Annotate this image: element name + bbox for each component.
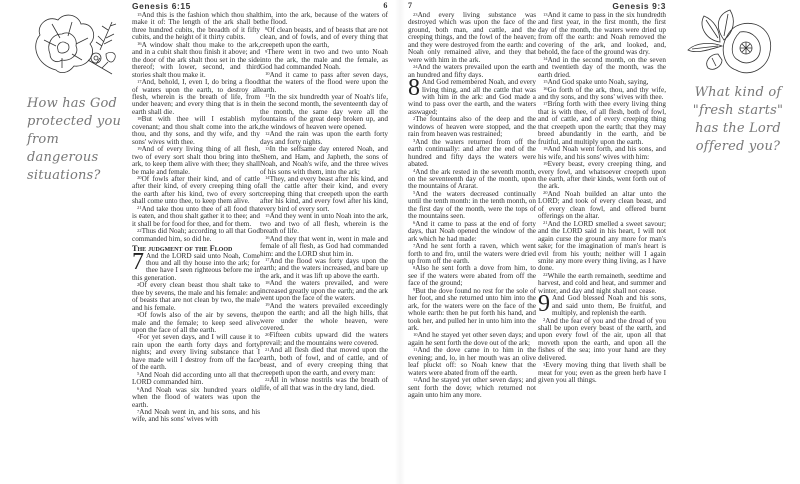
verse: $^{13}$And it came to pass in the six hundredth and first year, in the first month, the first day of the month, the waters were dried up from off the earth: and Noah removed the covering of the ark, and looked, and, behold, the face of the ground was dry. (538, 11, 666, 57)
verse-number: 12 (265, 130, 270, 136)
verse: $^4$For yet seven days, and I will cause it to rain upon the earth forty days and forty nights; and every living substance that I have made will I destroy from off the face of the earth. (132, 333, 260, 372)
verse-number: 20 (265, 331, 270, 337)
left-margin-journal (0, 0, 130, 484)
verse: $^{17}$Bring forth with thee every living thing that is with thee, of all flesh, both of fowl, and of cattle, and of every creeping thing that creepeth upon the earth; that they may breed abundantly in the earth, and be fruitful, and multiply upon the earth. (538, 100, 666, 146)
verse: $^8$Of clean beasts, and of beasts that are not clean, and of fowls, and of every thing that creepeth upon the earth, (260, 25, 388, 49)
verse: $^{14}$They, and every beast after his kind, and all the cattle after their kind, and every creeping thing that creepeth upon the earth after his kind, and every fowl after his kind, every bird of every sort. (260, 174, 388, 213)
verse: $^{12}$And the rain was upon the earth forty days and forty nights. (260, 130, 388, 146)
verse-number: 8 (265, 26, 268, 32)
verse: $^{20}$Fifteen cubits upward did the waters prevail; and the mountains were covered. (260, 331, 388, 347)
verse: $^6$And it came to pass at the end of forty days, that Noah opened the window of the ark which he had made: (408, 219, 536, 243)
verse: $^{18}$And the waters prevailed, and were increased greatly upon the earth; and the ark went upon the face of the waters. (260, 279, 388, 303)
verse-number: 16 (137, 41, 142, 47)
text-column-3 (408, 0, 536, 400)
verse: $^{21}$And take thou unto thee of all food that is eaten, and thou shalt gather it to thee; and it shall be for food for thee, and for them. (132, 204, 260, 228)
verse: $^{20}$Of fowls after their kind, and of cattle after their kind, of every creeping thing of the earth after his kind, two of every sort shall come unto thee, to keep them alive. (132, 174, 260, 206)
verse-number: 22 (543, 272, 548, 278)
verse-number: 17 (265, 257, 270, 263)
verse: $^{15}$And they went in unto Noah into the ark, two and two of all flesh, wherein is the breath of life. (260, 212, 388, 236)
verse: $^5$And the waters decreased continually until the tenth month: in the tenth month, on the first day of the month, were the tops of the mountains seen. (408, 189, 536, 221)
verse: $^{16}$Go forth of the ark, thou, and thy wife, and thy sons, and thy sons' wives with thee. (538, 85, 666, 101)
chapter-opening-verse: 9 And God blessed Noah and his sons, and said unto them, Be fruitful, and multiply, and replenish the earth. (538, 291, 666, 318)
rose-line-art-icon (684, 6, 776, 78)
verse-number: 11 (413, 346, 418, 352)
verse-number: 8 (413, 264, 416, 270)
verse: $^2$And the fear of you and the dread of you shall be upon every beast of the earth, and upon every fowl of the air, upon all that moveth upon the earth, and upon all the fishes of the sea; into your hand are they delivered. (538, 316, 666, 362)
verse: $^{24}$And the waters prevailed upon the earth an hundred and fifty days. (408, 63, 536, 79)
right-margin-journal (670, 0, 800, 484)
verse-number: 3 (137, 311, 140, 317)
verse-number: 15 (137, 11, 142, 17)
verse-number: 19 (265, 302, 270, 308)
verse-number: 6 (137, 386, 140, 392)
verse-number: 2 (543, 317, 546, 323)
text-column-2 (260, 0, 388, 392)
verse: $^{12}$And he stayed yet other seven days; and sent forth the dove; which returned not again unto him any more. (408, 376, 536, 400)
verse-number: 10 (413, 331, 418, 337)
verse-number: 9 (413, 287, 416, 293)
verse-number: 6 (413, 220, 416, 226)
book-gutter (395, 0, 405, 484)
verse-number: 13 (265, 145, 270, 151)
verse: $^{10}$And it came to pass after seven days, that the waters of the flood were upon the earth. (260, 70, 388, 94)
chapter-opening-verse: 8 And God remembered Noah, and every living thing, and all the cattle that was with him in the ark: and God made a wind to pass over the earth, and the waters asswaged; (408, 75, 536, 116)
verse: $^{21}$And the LORD smelled a sweet savour; and the LORD said in his heart, I will not again curse the ground any more for man's sake; for the imagination of man's heart is evil from his youth; neither will I again smite any more every thing living, as I have done. (538, 219, 666, 273)
verse: $^2$Of every clean beast thou shalt take to thee by sevens, the male and his female: and of beasts that are not clean by two, the male and his female. (132, 281, 260, 312)
verse-number: 18 (265, 279, 270, 285)
verse-number: 3 (413, 138, 416, 144)
verse-number: 5 (413, 190, 416, 196)
verse-number: 17 (137, 78, 142, 84)
chapter-opening-verse: 7 And the LORD said unto Noah, Come thou and all thy house into the ark; for thee have I seen righteous before me in this generation. (132, 248, 260, 282)
verse: $^{18}$And Noah went forth, and his sons, and his wife, and his sons' wives with him: (538, 145, 666, 161)
verse-number: 11 (265, 93, 270, 99)
chapter-dropcap: 7 (132, 248, 144, 275)
section-heading: The judgment of the Flood (132, 243, 233, 253)
verse: $^2$The fountains also of the deep and the windows of heaven were stopped, and the rain from heaven was restrained; (408, 115, 536, 139)
verse-number: 24 (413, 63, 418, 69)
verse-number: 18 (543, 145, 548, 151)
verse-number: 5 (137, 371, 140, 377)
running-header: Genesis 9:3 (612, 1, 666, 11)
verse-number: 7 (137, 408, 140, 414)
verse-number: 23 (413, 11, 418, 17)
verse-number: 15 (543, 78, 548, 84)
page-number: 6 (383, 1, 388, 10)
verse: $^5$And Noah did according unto all that the LORD commanded him. (132, 370, 260, 387)
verse: $^3$Of fowls also of the air by sevens, the male and the female; to keep seed alive upon the face of all the earth. (132, 311, 260, 335)
verse-number: 2 (413, 115, 416, 121)
verse: $^{17}$And, behold, I, even I, do bring a flood of waters upon the earth, to destroy all flesh, wherein is the breath of life, from under heaven; and every thing that is in the earth shall die. (132, 78, 260, 116)
continued-verse: him, into the ark, because of the waters of the flood. (260, 11, 388, 27)
verse: $^7$And he sent forth a raven, which went forth to and fro, until the waters were dried up from off the earth. (408, 242, 536, 265)
verse-number: 21 (543, 220, 548, 226)
verse: $^{21}$And all flesh died that moved upon the earth, both of fowl, and of cattle, and of beast, and of every creeping thing that creepeth upon the earth, and every man: (260, 346, 388, 377)
verse: $^3$Every moving thing that liveth shall be meat for you; even as the green herb have I given you all things. (538, 361, 666, 385)
verse-number: 9 (265, 48, 268, 54)
verse: $^{10}$And he stayed yet other seven days; and again he sent forth the dove out of the ark; (408, 331, 536, 347)
verse-number: 7 (413, 242, 416, 248)
verse-number: 4 (137, 333, 140, 339)
verse: $^{16}$And they that went in, went in male and female of all flesh, as God had commanded him: and the LORD shut him in. (260, 234, 388, 258)
verse-number: 12 (413, 376, 418, 382)
verse-number: 2 (137, 281, 140, 287)
verse: $^8$Also he sent forth a dove from him, to see if the waters were abated from off the face of the ground; (408, 264, 536, 288)
verse: $^{11}$And the dove came in to him in the evening; and, lo, in her mouth was an olive leaf pluckt off: so Noah knew that the waters were abated from off the earth. (408, 346, 536, 377)
verse: $^{15}$And God spake unto Noah, saying, (543, 78, 649, 87)
journal-prompt: How has God protected you from dangerous situations? (27, 96, 122, 183)
verse: $^{22}$Thus did Noah; according to all that God commanded him, so did he. (132, 227, 260, 243)
verse: $^{11}$In the six hundredth year of Noah's life, in the second month, the seventeenth day of the month, the same day were all the fountains of the great deep broken up, and the windows of heaven were opened. (260, 92, 388, 131)
verse-number: 20 (137, 175, 142, 181)
chapter-dropcap: 9 (538, 291, 550, 318)
verse-number: 22 (137, 227, 142, 233)
verse-number: 10 (265, 71, 270, 77)
verse-number: 13 (543, 11, 548, 17)
verse-number: 16 (265, 235, 270, 241)
verse-number: 14 (265, 175, 270, 181)
journal-prompt: What kind of "fresh starts" has the Lord offered you? (692, 85, 784, 154)
verse: $^7$And Noah went in, and his sons, and his wife, and his sons' wives with (132, 408, 260, 424)
page-number: 7 (408, 1, 413, 10)
text-column-4 (538, 0, 666, 385)
verse-number: 19 (543, 160, 548, 166)
verse: $^{17}$And the flood was forty days upon the earth; and the waters increased, and bare up the ark, and it was lift up above the earth. (260, 256, 388, 280)
verse: $^{22}$All in whose nostrils was the breath of life, of all that was in the dry land, died. (260, 376, 388, 392)
verse-number: 4 (413, 168, 416, 174)
verse-number: 21 (137, 205, 142, 211)
verse: $^{15}$And this is the fashion which thou shalt make it of: The length of the ark shall be three hundred cubits, the breadth of it fifty cubits, and the height of it thirty cubits. (132, 11, 260, 42)
verse: $^{13}$In the selfsame day entered Noah, and Shem, and Ham, and Japheth, the sons of Noah, and Noah's wife, and the three wives of his sons with them, into the ark; (260, 145, 388, 176)
verse-number: 15 (265, 212, 270, 218)
running-header: Genesis 6:15 (132, 1, 191, 11)
verse: $^{18}$But with thee will I establish my covenant; and thou shalt come into the ark, thou, and thy sons, and thy wife, and thy sons' wives with thee. (132, 115, 260, 146)
verse: $^{19}$Every beast, every creeping thing, and every fowl, and whatsoever creepeth upon the earth, after their kinds, went forth out of the ark. (538, 160, 666, 191)
verse-number: 3 (543, 361, 546, 367)
chapter-dropcap: 8 (408, 75, 420, 102)
verse: $^{19}$And of every living thing of all flesh, two of every sort shalt thou bring into the ark, to keep them alive with thee; they shall be male and female. (132, 145, 260, 176)
verse: $^3$And the waters returned from off the earth continually: and after the end of the hundred and fifty days the waters were abated. (408, 137, 536, 169)
verse: $^6$And Noah was six hundred years old when the flood of waters was upon the earth. (132, 385, 260, 409)
verse: $^{23}$And every living substance was destroyed which was upon the face of the ground, both man, and cattle, and the creeping things, and the fowl of the heaven; and they were destroyed from the earth: and Noah only remained alive, and they that were with him in the ark. (408, 11, 536, 64)
peony-line-art-icon (26, 10, 120, 76)
verse: $^{20}$And Noah builded an altar unto the LORD; and took of every clean beast, and of every clean fowl, and offered burnt offerings on the altar. (538, 189, 666, 221)
verse-number: 22 (265, 376, 270, 382)
verse-number: 17 (543, 100, 548, 106)
text-column-1 (132, 0, 260, 424)
verse: $^9$There went in two and two unto Noah into the ark, the male and the female, as God had commanded Noah. (260, 48, 388, 72)
verse-number: 18 (137, 115, 142, 121)
verse: $^4$And the ark rested in the seventh month, on the seventeenth day of the month, upon the mountains of Ararat. (408, 167, 536, 191)
verse-number: 21 (265, 346, 270, 352)
verse-number: 14 (543, 56, 548, 62)
verse: $^{22}$While the earth remaineth, seedtime and harvest, and cold and heat, and summer and winter, and day and night shall not cease. (538, 271, 666, 295)
verse-number: 20 (543, 190, 548, 196)
verse: $^9$But the dove found no rest for the sole of her foot, and she returned unto him into the ark, for the waters were on the face of the whole earth: then he put forth his hand, and took her, and pulled her in unto him into the ark. (408, 286, 536, 333)
verse-number: 16 (543, 86, 548, 92)
verse: $^{19}$And the waters prevailed exceedingly upon the earth; and all the high hills, that were under the whole heaven, were covered. (260, 301, 388, 333)
verse: $^{16}$A window shalt thou make to the ark, and in a cubit shalt thou finish it above; and the door of the ark shalt thou set in the side thereof; with lower, second, and third stories shalt thou make it. (132, 40, 260, 79)
verse-number: 19 (137, 145, 142, 151)
verse: $^{14}$And in the second month, on the seven and twentieth day of the month, was the earth dried. (538, 55, 666, 79)
